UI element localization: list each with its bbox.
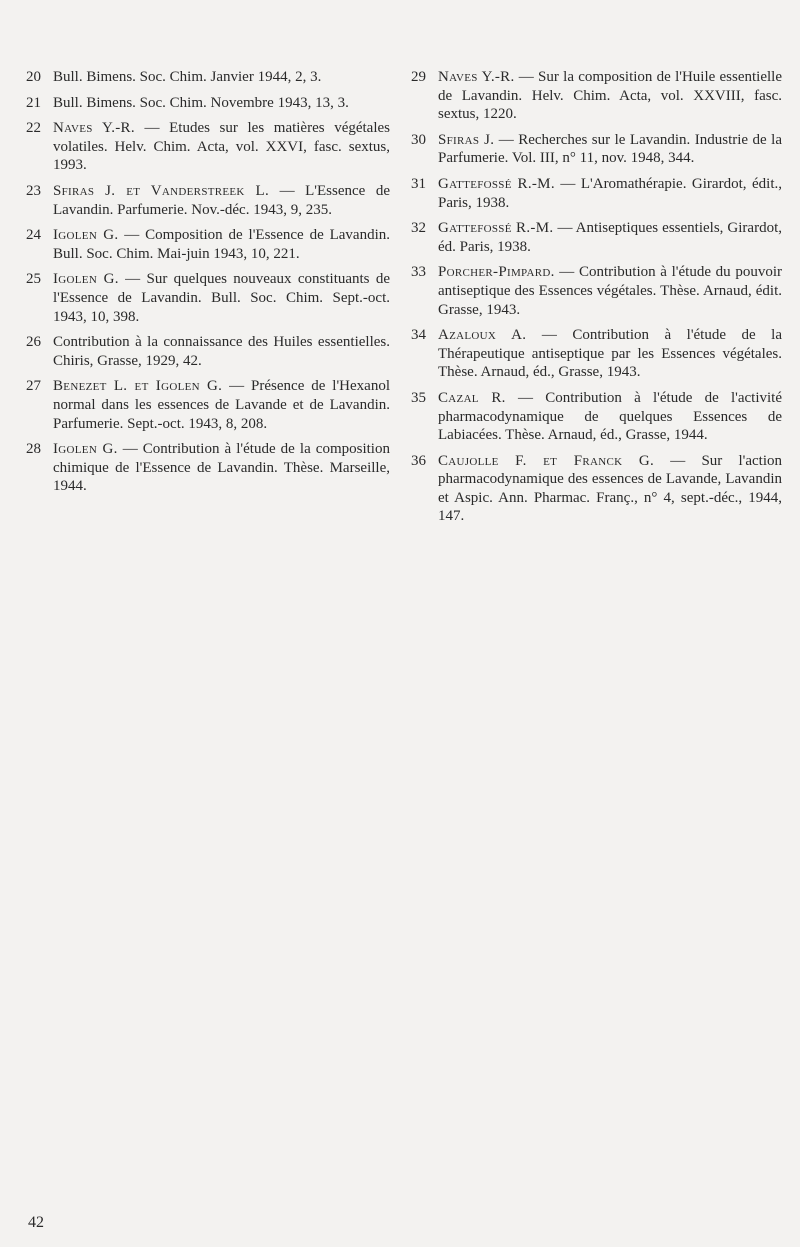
- reference-author: Benezet L. et Igolen G.: [53, 378, 223, 395]
- reference-author: Sfiras J.: [438, 131, 495, 148]
- right-column: [411, 68, 782, 533]
- reference-entry: [411, 452, 782, 526]
- reference-author: Naves Y.-R.: [53, 120, 135, 137]
- reference-number: 27: [26, 378, 41, 395]
- reference-entry: [411, 131, 782, 168]
- reference-entry: [411, 326, 782, 382]
- reference-number: 21: [26, 94, 41, 111]
- reference-author: Caujolle F. et Franck G.: [438, 452, 655, 469]
- reference-entry: [411, 389, 782, 445]
- reference-text: — Contribution à l'étude de l'activité pharmacodynamique de quelques Essences de Labiacées. Thèse. Arnaud, éd., Grasse, 1944.: [438, 389, 782, 444]
- reference-number: 36: [411, 452, 426, 469]
- reference-number: 24: [26, 227, 41, 244]
- reference-entry: [26, 377, 390, 433]
- page-number: 42: [28, 1214, 44, 1231]
- reference-number: 29: [411, 69, 426, 85]
- reference-number: 22: [26, 120, 41, 137]
- reference-entry: [26, 94, 390, 113]
- reference-number: 20: [26, 69, 41, 85]
- reference-number: 26: [26, 334, 41, 351]
- reference-author: Naves Y.-R.: [438, 69, 515, 85]
- reference-number: 23: [26, 182, 41, 199]
- reference-author: Igolen G.: [53, 227, 119, 244]
- reference-entry: [26, 226, 390, 263]
- reference-text: Contribution à la connaissance des Huiles essentielles. Chiris, Grasse, 1929, 42.: [53, 334, 390, 369]
- reference-text: — Recherches sur le Lavandin. Industrie de la Parfumerie. Vol. III, n° 11, nov. 1948, 344.: [438, 131, 782, 167]
- reference-number: 34: [411, 327, 426, 344]
- reference-author: Azaloux A.: [438, 327, 527, 344]
- reference-text: — Contribution à l'étude du pouvoir antiseptique des Essences végétales. Thèse. Arnaud, édit. Grasse, 1943.: [438, 264, 782, 318]
- left-column: [26, 68, 390, 503]
- reference-number: 28: [26, 441, 41, 458]
- reference-text: Bull. Bimens. Soc. Chim. Janvier 1944, 2, 3.: [53, 69, 322, 85]
- reference-text: — L'Essence de Lavandin. Parfumerie. Nov.-déc. 1943, 9, 235.: [53, 182, 390, 218]
- reference-author: Igolen G.: [53, 441, 118, 458]
- reference-text: — Contribution à l'étude de la composition chimique de l'Essence de Lavandin. Thèse. Marseille, 1944.: [53, 441, 390, 495]
- reference-number: 33: [411, 264, 426, 281]
- reference-text: — Présence de l'Hexanol normal dans les essences de Lavande et de Lavandin. Parfumerie. Sept.-oct. 1943, 8, 208.: [53, 378, 390, 432]
- reference-number: 30: [411, 131, 426, 148]
- reference-author: Gattefossé R.-M.: [438, 220, 554, 237]
- reference-entry: [26, 68, 390, 87]
- reference-text: — Etudes sur les matières végétales volatiles. Helv. Chim. Acta, vol. XXVI, fasc. sextus, 1993.: [53, 120, 390, 174]
- reference-text: Bull. Bimens. Soc. Chim. Novembre 1943, 13, 3.: [53, 94, 349, 111]
- reference-author: Sfiras J. et Vanderstreek L.: [53, 182, 270, 199]
- reference-entry: [26, 440, 390, 496]
- reference-author: Cazal R.: [438, 389, 506, 406]
- reference-text: — Composition de l'Essence de Lavandin. Bull. Soc. Chim. Mai-juin 1943, 10, 221.: [53, 227, 390, 262]
- reference-number: 25: [26, 271, 41, 288]
- reference-text: — Sur l'action pharmacodynamique des essences de Lavande, Lavandin et Aspic. Ann. Pharmac. Franç., n° 4, sept.-déc., 1944, 147.: [438, 452, 783, 525]
- reference-entry: [411, 263, 782, 319]
- reference-text: — Contribution à l'étude de la Thérapeutique antiseptique par les Essences végétales. Thèse. Arnaud, éd., Grasse, 1943.: [438, 327, 782, 381]
- reference-entry: [26, 333, 390, 370]
- reference-number: 32: [411, 220, 426, 237]
- reference-text: — L'Aromathérapie. Girardot, édit., Paris, 1938.: [438, 175, 782, 211]
- reference-entry: [411, 219, 782, 256]
- reference-text: — Sur quelques nouveaux constituants de l'Essence de Lavandin. Bull. Soc. Chim. Sept.-oct. 1943, 10, 398.: [53, 271, 390, 325]
- reference-entry: [26, 182, 390, 219]
- reference-number: 31: [411, 175, 426, 192]
- reference-entry: [26, 119, 390, 175]
- reference-entry: [411, 68, 782, 124]
- reference-author: Igolen G.: [53, 271, 119, 288]
- reference-entry: [26, 270, 390, 326]
- reference-entry: [411, 175, 782, 212]
- reference-author: Porcher-Pimpard.: [438, 264, 555, 281]
- reference-number: 35: [411, 389, 426, 406]
- reference-author: Gattefossé R.-M.: [438, 175, 555, 192]
- reference-text: — Sur la composition de l'Huile essentielle de Lavandin. Helv. Chim. Acta, vol. XXVIII, fasc. sextus, 1220.: [438, 69, 782, 123]
- reference-text: — Antiseptiques essentiels, Girardot, éd. Paris, 1938.: [438, 220, 782, 255]
